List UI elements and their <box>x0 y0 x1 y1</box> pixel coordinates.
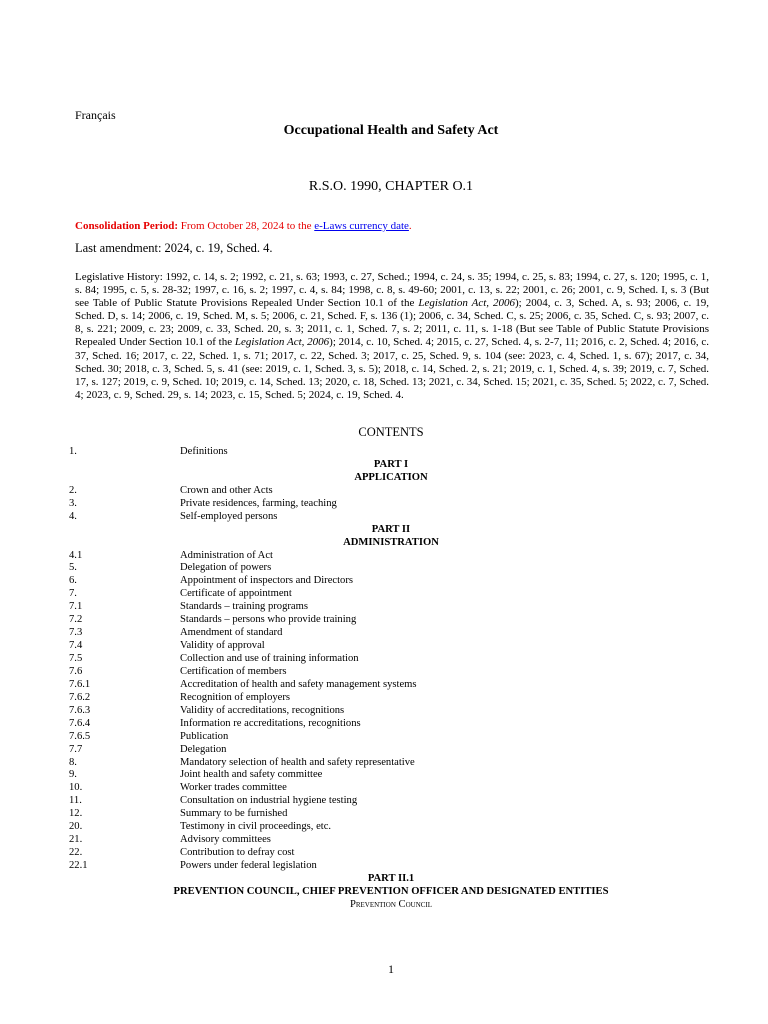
toc-entry[interactable] <box>0 666 768 679</box>
toc-section-label[interactable]: Appointment of inspectors and Directors <box>180 575 353 587</box>
toc-section-label[interactable]: Testimony in civil proceedings, etc. <box>180 821 332 833</box>
toc-entry[interactable] <box>0 446 768 459</box>
toc-section-number: 4. <box>69 510 77 522</box>
toc-section-label[interactable]: Worker trades committee <box>180 782 287 794</box>
toc-section-label[interactable]: Certification of members <box>180 665 287 677</box>
toc-entry[interactable] <box>0 769 768 782</box>
toc-section-label[interactable]: Certificate of appointment <box>180 588 292 600</box>
toc-section-number: 9. <box>69 769 77 781</box>
language-link-francais[interactable]: Français <box>75 108 116 122</box>
toc-section-number: 7.3 <box>69 627 83 639</box>
toc-section-number: 20. <box>69 821 83 833</box>
toc-entry[interactable] <box>0 744 768 757</box>
e-laws-currency-link[interactable]: e-Laws currency date <box>314 220 409 232</box>
toc-section-number: 5. <box>69 562 77 574</box>
toc-entry[interactable] <box>0 640 768 653</box>
toc-entry[interactable] <box>0 575 768 588</box>
toc-section-number: 7.6.4 <box>69 717 91 729</box>
toc-section-label[interactable]: Delegation of powers <box>180 562 272 574</box>
toc-section-label[interactable]: Delegation <box>180 743 227 755</box>
history-text-2: ); 2004, c. 3, Sched. A, s. 93; 2006, c. 19, Sched. D, s. 14; 2006, c. 19, Sched. M, s. 5; 2006, c. 21, Sched. F, s. 136 (1); 2006, c. 34, Sched. C, s. 25; 2006, c. 35, Sched. C, s. 93; 2007, c. 8, s. 221; 2009, c. 23; 2009, c. 33, Sched. 20, s. 3; 2011, c. 1, Sched. 7, s. 2; 2011, c. 11, s. 1-18 (But see Table of Public Statute Provisions Repealed Under Section 10.1 of the <box>75 297 710 349</box>
toc-section-number: 7.1 <box>69 601 83 613</box>
history-text-1: Legislative History: 1992, c. 14, s. 2; 1992, c. 21, s. 63; 1993, c. 27, Sched.; 1994, c. 24, s. 35; 1994, c. 25, s. 83; 1994, c. 27, s. 120; 1995, c. 1, s. 84; 1995, c. 5, s. 28-32; 1997, c. 16, s. 2; 1997, c. 4, s. 84; 1998, c. 8, s. 49-60; 2001, c. 13, s. 22; 2001, c. 26; 2001, c. 9, Sched. I, s. 3 (But see Table of Public Statute Provisions Repealed Under Section 10.1 of the <box>75 271 709 310</box>
toc-part-heading: APPLICATION <box>354 471 428 483</box>
toc-entry[interactable] <box>0 627 768 640</box>
consolidation-text: From October 28, 2024 to the <box>177 220 315 232</box>
toc-part-heading: PART I <box>373 458 409 470</box>
toc-section-label[interactable]: Self-employed persons <box>180 510 278 522</box>
toc-section-number: 3. <box>69 497 77 509</box>
toc-entry[interactable] <box>0 588 768 601</box>
table-of-contents <box>0 446 768 912</box>
toc-section-label[interactable]: Standards – persons who provide training <box>180 614 357 626</box>
toc-section-number: 12. <box>69 808 83 820</box>
toc-part-heading: ADMINISTRATION <box>343 536 439 548</box>
toc-entry[interactable] <box>0 614 768 627</box>
toc-section-number: 7.4 <box>69 640 83 652</box>
toc-section-number: 7.6.3 <box>69 704 91 716</box>
toc-part-heading: PART II.1 <box>367 872 415 884</box>
toc-section-number: 7.6.1 <box>69 678 91 690</box>
toc-entry[interactable] <box>0 731 768 744</box>
toc-section-number: 7.6.5 <box>69 730 91 742</box>
last-amendment: Last amendment: 2024, c. 19, Sched. 4. <box>75 241 273 255</box>
toc-entry[interactable] <box>0 562 768 575</box>
toc-section-number: 11. <box>69 795 82 807</box>
consolidation-period <box>75 220 412 232</box>
toc-section-number: 4.1 <box>69 549 83 561</box>
toc-section-number: 22. <box>69 847 83 859</box>
toc-entry[interactable] <box>0 705 768 718</box>
toc-section-label[interactable]: Definitions <box>180 446 228 457</box>
toc-entry[interactable] <box>0 821 768 834</box>
toc-entry[interactable] <box>0 485 768 498</box>
toc-entry[interactable] <box>0 782 768 795</box>
toc-section-label[interactable]: Collection and use of training information <box>180 653 359 664</box>
toc-entry[interactable] <box>0 718 768 731</box>
toc-section-number: 7. <box>69 588 77 600</box>
toc-section-label[interactable]: Contribution to defray cost <box>180 847 295 859</box>
toc-entry[interactable] <box>0 795 768 808</box>
toc-section-label[interactable]: Validity of accreditations, recognitions <box>180 704 345 716</box>
consolidation-label: Consolidation Period: <box>75 220 178 232</box>
toc-section-label[interactable]: Mandatory selection of health and safety representative <box>180 756 415 768</box>
toc-section-label[interactable]: Accreditation of health and safety management systems <box>180 678 417 690</box>
chapter-heading: R.S.O. 1990, CHAPTER O.1 <box>308 179 474 194</box>
toc-part-heading: PART II <box>371 523 411 535</box>
toc-section-number: 1. <box>69 446 77 457</box>
page-number: 1 <box>388 962 394 976</box>
toc-entry[interactable] <box>0 498 768 511</box>
toc-section-label[interactable]: Joint health and safety committee <box>180 769 323 781</box>
toc-section-label[interactable]: Consultation on industrial hygiene testing <box>180 795 358 807</box>
toc-section-number: 2. <box>69 484 77 496</box>
contents-heading: CONTENTS <box>358 425 424 439</box>
toc-section-number: 7.5 <box>69 653 83 664</box>
toc-section-number: 8. <box>69 756 77 768</box>
toc-section-number: 21. <box>69 834 83 846</box>
toc-section-number: 7.6.2 <box>69 691 91 703</box>
toc-section-label[interactable]: Administration of Act <box>180 549 273 561</box>
history-text-3: ); 2014, c. 10, Sched. 4; 2015, c. 27, Sched. 4, s. 2-7, 11; 2016, c. 2, Sched. 4; 2016, c. 37, Sched. 16; 2017, c. 22, Sched. 1, s. 71; 2017, c. 22, Sched. 3; 2017, c. 25, Sched. 9, s. 104 (see: 2023, c. 4, Sched. 1, s. 67); 2017, c. 34, Sched. 30; 2018, c. 3, Sched. 5, s. 41 (see: 2019, c. 1, Sched. 3, s. 5); 2018, c. 14, Sched. 2, s. 21; 2019, c. 1, Sched. 4, s. 39; 2019, c. 7, Sched. 17, s. 127; 2019, c. 9, Sched. 10; 2019, c. 14, Sched. 13; 2020, c. 18, Sched. 13; 2021, c. 34, Sched. 15; 2021, c. 35, Sched. 5; 2022, c. 7, Sched. 4; 2023, c. 9, Sched. 29, s. 14; 2023, c. 15, Sched. 5; 2024, c. 19, Sched. 4. <box>75 336 709 401</box>
toc-section-label[interactable]: Amendment of standard <box>180 627 283 639</box>
history-italic-2: Legislation Act, 2006 <box>234 336 330 349</box>
history-italic-1: Legislation Act, 2006 <box>418 297 515 310</box>
toc-section-number: 10. <box>69 782 83 794</box>
toc-section-label[interactable]: Standards – training programs <box>180 601 308 613</box>
toc-entry[interactable] <box>0 679 768 692</box>
act-title: Occupational Health and Safety Act <box>283 123 499 138</box>
consolidation-end: . <box>408 220 412 232</box>
toc-section-number: 7.6 <box>69 665 83 677</box>
toc-part-heading: PREVENTION COUNCIL, CHIEF PREVENTION OFFICER AND DESIGNATED ENTITIES <box>173 885 609 897</box>
toc-section-label[interactable]: Powers under federal legislation <box>180 860 317 871</box>
toc-section-number: 7.7 <box>69 743 83 755</box>
toc-entry[interactable] <box>0 757 768 770</box>
toc-section-label[interactable]: Recognition of employers <box>180 691 291 703</box>
toc-section-label[interactable]: Information re accreditations, recognitions <box>180 717 361 729</box>
toc-entry[interactable] <box>0 653 768 666</box>
toc-entry[interactable] <box>0 860 768 873</box>
toc-entry[interactable] <box>0 834 768 847</box>
toc-section-label[interactable]: Validity of approval <box>180 640 265 652</box>
toc-entry[interactable] <box>0 847 768 860</box>
legislative-history <box>75 271 709 402</box>
toc-section-label[interactable]: Private residences, farming, teaching <box>180 497 337 509</box>
toc-entry[interactable] <box>0 808 768 821</box>
toc-entry[interactable] <box>0 550 768 563</box>
toc-section-label[interactable]: Advisory committees <box>180 834 271 846</box>
toc-entry[interactable] <box>0 692 768 705</box>
toc-entry[interactable] <box>0 511 768 524</box>
toc-section-label[interactable]: Crown and other Acts <box>180 484 273 496</box>
toc-section-label[interactable]: Publication <box>180 730 229 742</box>
toc-section-number: 22.1 <box>69 860 88 871</box>
toc-subheading: Prevention Council <box>349 898 433 910</box>
toc-entry[interactable] <box>0 601 768 614</box>
toc-section-number: 7.2 <box>69 614 83 626</box>
toc-section-label[interactable]: Summary to be furnished <box>180 808 288 820</box>
toc-section-number: 6. <box>69 575 77 587</box>
